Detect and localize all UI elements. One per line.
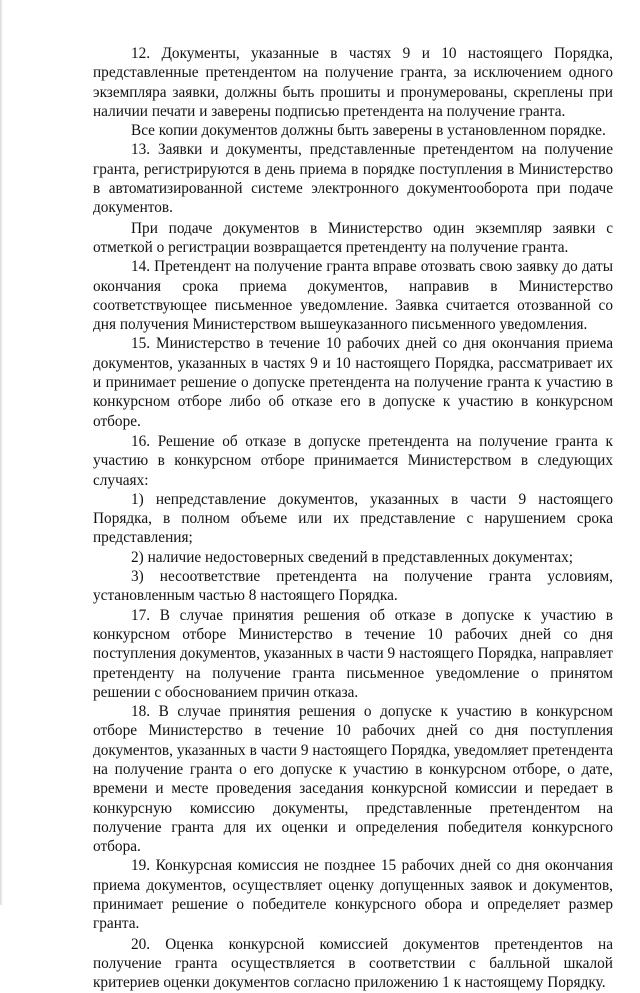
- paragraph-19: 19. Конкурсная комиссия не позднее 15 рабочих дней со дня окончания приема документов, осуществляет оценку допущенных заявок и документов, принимает решение о победителе конкурсного обора и определяет размер гранта.: [93, 857, 613, 933]
- paragraph-14: 14. Претендент на получение гранта вправе отозвать свою заявку до даты окончания срока приема документов, направив в Министерство соответствующее письменное уведомление. Заявка считается отозванной со дня получения Министерством вышеуказанного письменного уведомления.: [93, 258, 613, 334]
- paragraph-18: 18. В случае принятия решения о допуске к участию в конкурсном отборе Министерство в течение 10 рабочих дней со дня поступления документов, указанных в части 9 настоящего Порядка, уведомляет претендента на получение гранта о его допуске к участию в конкурсном отборе, о дате, времени и месте проведения заседания конкурсной комиссии и передает в конкурсную комиссию документы, представленные претендентом на получение гранта для их оценки и определения победителя конкурсного отбора.: [93, 703, 613, 856]
- paragraph-20: 20. Оценка конкурсной комиссией документов претендентов на получение гранта осуществляется в соответствии с балльной шкалой критериев оценки документов согласно приложению 1 к настоящему Порядку.: [93, 935, 613, 992]
- scan-edge: [0, 0, 3, 905]
- paragraph-15: 15. Министерство в течение 10 рабочих дней со дня окончания приема документов, указанных в частях 9 и 10 настоящего Порядка, рассматривает их и принимает решение о допуске претендента на получение гранта к участию в конкурсном отборе либо об отказе его в допуске к участию в конкурсном отборе.: [93, 335, 613, 430]
- paragraph-16-item-2: 2) наличие недостоверных сведений в представленных документах;: [131, 548, 574, 566]
- paragraph-13: 13. Заявки и документы, представленные претендентом на получение гранта, регистрируются в день приема в порядке поступления в Министерство в автоматизированной системе электронного документооборота при подаче документов.: [93, 141, 613, 217]
- paragraph-17: 17. В случае принятия решения об отказе в допуске к участию в конкурсном отборе Министерство в течение 10 рабочих дней со дня поступления документов, указанных в части 9 настоящего Порядка, направляет претенденту на получение гранта письменное уведомление о принятом решении с обоснованием причин отказа.: [93, 606, 613, 701]
- paragraph-12: 12. Документы, указанные в частях 9 и 10 настоящего Порядка, представленные претендентом на получение гранта, за исключением одного экземпляра заявки, должны быть прошиты и пронумерованы, скреплены при наличии печати и заверены подписью претендента на получение гранта.: [93, 45, 613, 120]
- paragraph-16-item-1: 1) непредставление документов, указанных в части 9 настоящего Порядка, в полном объеме или их представление с нарушением срока представления;: [93, 490, 613, 547]
- paragraph-13-submission: При подаче документов в Министерство один экземпляр заявки с отметкой о регистрации возвращается претенденту на получение гранта.: [93, 219, 613, 256]
- document-body: [93, 44, 613, 993]
- paragraph-16-item-3: 3) несоответствие претендента на получение гранта условиям, установленным частью 8 настоящего Порядка.: [93, 568, 613, 605]
- paragraph-16: 16. Решение об отказе в допуске претендента на получение гранта к участию в конкурсном отборе принимается Министерством в следующих случаях:: [93, 432, 613, 489]
- paragraph-12-copies: Все копии документов должны быть заверены в установленном порядке.: [131, 122, 606, 140]
